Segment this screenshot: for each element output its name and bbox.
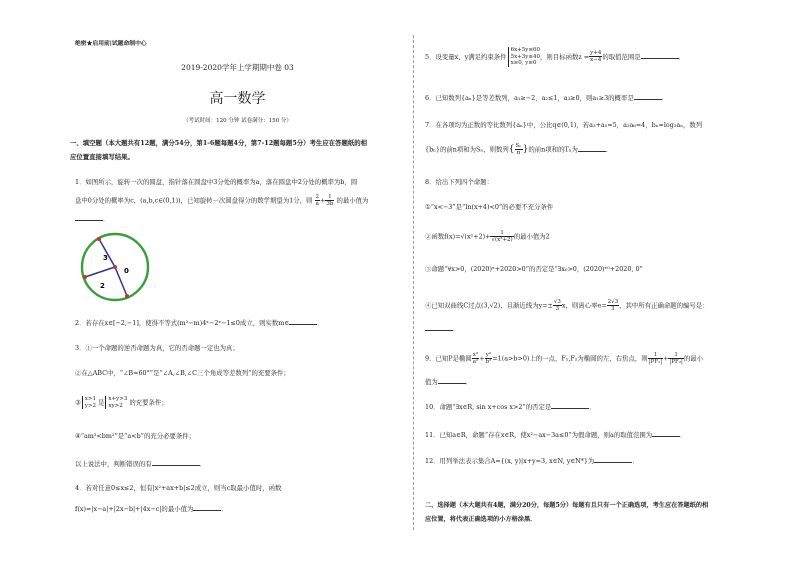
q3-ask <box>75 459 206 469</box>
q3-item3-num: ③ <box>75 398 81 407</box>
q8-item4-fraction-1 <box>553 299 562 312</box>
q8-item4-den2: 3 <box>611 306 615 312</box>
q9-line2 <box>425 377 472 387</box>
q3-item2: ②在△ABC中，“∠B=60°”是“∠A,∠B,∠C三个角成等差数列”的充要条件； <box>75 369 290 377</box>
q10-answer-blank <box>551 402 589 409</box>
section1-heading: 一、填空题（本大题共有12题，满分54分，第1-6题每题4分，第7-12题每题5分）考生应在答题纸的相 <box>70 139 368 147</box>
q3-system-2 <box>105 396 127 409</box>
q11-end: ． <box>680 431 687 439</box>
q8-answer-line <box>425 324 459 334</box>
q3-ask-text: 以上说法中，判断错误的有 <box>75 460 152 468</box>
q9-plus-2: + <box>663 354 669 363</box>
q4-end: ． <box>221 505 228 513</box>
needle-left <box>85 267 115 277</box>
q5-text-3: 的取值范围是 <box>602 52 641 61</box>
q8-item4 <box>425 299 709 312</box>
q1-text-end: 的最小值为 <box>336 196 369 205</box>
q1-line2 <box>75 194 368 207</box>
q7-fraction <box>515 143 523 156</box>
q9-frac-pf2 <box>668 352 683 365</box>
q8-item2-text: ②函数f(x)=√(x²+2)+ <box>425 232 491 241</box>
q8-end: ． <box>453 325 460 333</box>
q8-item4-den1: 3 <box>555 306 560 312</box>
q4-answer-blank <box>193 504 221 511</box>
q9-plus: + <box>479 354 485 363</box>
q9-frac4-den: |PF₂| <box>669 359 683 365</box>
q3-sys2: y>2 <box>84 402 96 409</box>
q4-line1: 4．若对任意0≤x≤2，恒有|x²+ax+b|≤2成立，则当c取最小值时，函数 <box>75 484 282 492</box>
q8-item2-fraction <box>490 230 513 243</box>
q9-end: ． <box>465 378 473 386</box>
q1-frac2-num: 1 <box>325 194 334 201</box>
q5-constraint-3: x≥0, y≥0 <box>510 60 537 66</box>
q3-item4: ④“am²<bm²”是“a<b”的充分必要条件； <box>75 432 196 440</box>
q7-brace-close: } <box>522 144 529 155</box>
q5-end: ． <box>678 52 686 61</box>
q3-sys4: xy>2 <box>108 402 123 409</box>
exam-info: （考试时间：120 分钟 试卷满分：150 分） <box>183 118 292 124</box>
q3-sys1: x>1 <box>84 396 96 402</box>
q5-text-2: ，则目标函数z = <box>540 52 590 61</box>
q3-answer-blank <box>152 459 200 466</box>
q9-frac-pf1 <box>648 352 663 365</box>
q7-line2 <box>425 143 612 156</box>
q4-line2 <box>75 504 228 514</box>
dot-bottom <box>125 294 129 298</box>
subject-title: 高一数学 <box>209 91 266 107</box>
q9-text-4: 值为 <box>425 378 438 386</box>
q9-frac2-num: y² <box>485 352 492 358</box>
q7-frac-num: Sₙ <box>515 143 522 149</box>
q5-line <box>425 47 685 67</box>
q2-text: 2．若存在x∈[−2,−1]，使得不等式(m²−m)4ˣ−2ˣ−1≤0成立，则实数m∈ <box>75 319 290 327</box>
q5-constraint-2: 5x+3y≤40 <box>510 53 541 60</box>
q9-frac4-num: 1 <box>668 352 683 359</box>
q9-text: 9．已知P是椭圆 <box>425 354 472 363</box>
q7-text-2: 的前n项和的Tₙ为 <box>528 145 578 154</box>
q7-answer-blank <box>578 145 606 152</box>
q12-answer-blank <box>594 456 632 463</box>
q1-line1: 1．如图所示，旋转一次的圆盘，指针落在圆盘中3分处的概率为a，落在圆盘中2分处的概率为b，圆 <box>75 178 358 186</box>
q8-item4-text-3: ，其中所有正确命题的编号是： <box>619 301 709 310</box>
disk-label-0: 0 <box>124 267 129 275</box>
q1-frac1-den: a <box>315 201 319 207</box>
section2-heading: 二、选择题（本大题共有4题，满分20分，每题5分）每题有且只有一个正确选项，考生应在答题纸的相 <box>425 502 709 509</box>
q7-frac-den: n <box>516 150 521 156</box>
q1-fraction-2 <box>325 194 334 207</box>
q1-answer-blank <box>75 214 103 221</box>
q1-end: ． <box>103 215 110 223</box>
q8-item2 <box>425 230 550 243</box>
q8-item4-num1: √3 <box>553 299 561 305</box>
q7-line1: 7．在各项均为正数的等比数列{aₙ}中，公比q∈(0,1)，若a₃+a₅=5，a₂a₆=4，bₙ=log₂aₙ，数列 <box>425 121 703 129</box>
needle-top <box>99 239 115 267</box>
q9-answer-blank <box>438 377 466 384</box>
disk-label-3: 3 <box>103 254 108 262</box>
section2-heading-cont: 应位置，将代表正确选项的小方格涂黑． <box>425 516 537 523</box>
q9-frac3-den: |PF₁| <box>648 359 663 365</box>
q3-system-1 <box>82 396 96 409</box>
q11-line <box>425 430 687 440</box>
q1-text: 盘中0分处的概率为c，(a,b,c∈(0,1))，已知旋转一次圆盘得分的数学期望为1分，则 <box>75 196 313 205</box>
q5-constraints <box>508 47 540 67</box>
q10-end: ． <box>589 403 596 411</box>
dot-center <box>113 265 117 269</box>
q9-frac1-den: a² <box>472 359 479 365</box>
q8-item4-text-2: x，则离心率e= <box>561 301 607 310</box>
q9-text-3: 的最小 <box>683 354 704 363</box>
q9-frac3-num: 1 <box>648 352 663 359</box>
q1-frac1-num: 2 <box>315 194 319 200</box>
q8-answer-blank <box>425 324 453 331</box>
q12-text: 12．用列举法表示集合A={(x, y)|x+y=3, x∈N, y∈N*}为 <box>425 457 595 465</box>
secret-label: 绝密★启用前|试题命制中心 <box>75 41 147 47</box>
q1-answer-line <box>75 214 109 224</box>
column-divider <box>413 35 414 530</box>
q8-intro: 8．给出下列四个命题： <box>425 178 493 186</box>
q5-fraction <box>589 50 602 63</box>
q5-answer-blank <box>641 52 679 59</box>
q5-frac-den: x−4 <box>590 57 602 64</box>
q3-end: ． <box>199 460 207 468</box>
q6-text: 6．已知数列{aₙ}是等差数列，a₁≥−2，a₂≤1，a₃≥0，则a₁≥3的概率是 <box>425 94 634 102</box>
q11-text: 11．已知a∈R，命题“存在x∈R，使x²−ax−3a≤0”为假命题，则a的取值范围为 <box>425 431 653 439</box>
q2-end: ． <box>317 319 324 327</box>
q7-end: ． <box>605 145 613 154</box>
q9-line1 <box>425 352 703 365</box>
q7-text: {bₙ}的前n项和为Sₙ，则数列 <box>425 145 509 154</box>
q2-line <box>75 318 323 328</box>
exam-title: 2019-2020学年上学期期中卷 03 <box>181 63 294 72</box>
q8-item4-fraction-2 <box>607 299 620 312</box>
q1-frac2-den: 3b <box>326 201 334 207</box>
dot-top <box>97 237 101 241</box>
q9-frac1-num: x² <box>472 352 479 358</box>
q5-text: 5．设变量x、y满足约束条件 <box>425 52 507 61</box>
q10-text: 10．命题“∃x∈R, sin x+cos x>2”的否定是 <box>425 403 552 411</box>
q3-sys3: x+y>3 <box>108 396 128 402</box>
q4-text: f(x)=|x−a|+|2x−b|+|4x−c|的最小值为 <box>75 505 194 513</box>
q6-line <box>425 93 668 103</box>
section1-heading-cont: 应位置直接填写结果。 <box>70 153 134 161</box>
dot-left <box>83 275 87 279</box>
q10-line <box>425 402 596 412</box>
q9-text-2: =1(a>b>0)上的一点，F₁,F₂为椭圆的左、右焦点，则 <box>492 354 648 363</box>
q8-item2-num: 1 <box>490 230 513 237</box>
q8-item1: ①“x<−3”是“ln(x+4)<0”的必要不充分条件 <box>425 203 554 211</box>
q8-item4-num2: 2√3 <box>607 299 619 305</box>
q6-end: ． <box>661 94 669 102</box>
q5-constraint-1: 6x+5y≤60 <box>510 47 541 53</box>
q5-frac-num: y+4 <box>590 50 602 57</box>
q3-item3 <box>75 396 168 409</box>
q8-item2-end: 的最小值为2 <box>513 232 550 241</box>
q12-end: ． <box>632 457 639 465</box>
q3-item3-mid: 是 <box>98 398 105 407</box>
q8-item2-den: √(x²+2) <box>491 237 513 243</box>
q3-item3-end: 的充要条件； <box>129 398 168 407</box>
q12-line <box>425 456 639 466</box>
q2-answer-blank <box>289 318 317 325</box>
q1-plus: + <box>320 196 326 205</box>
disk-label-2: 2 <box>100 282 105 290</box>
q8-item4-text: ④已知双曲线C过点(3,√2)，且渐近线为y=± <box>425 301 553 310</box>
q3-intro: 3．①一个命题的逆否命题为真，它的否命题一定也为真； <box>75 344 239 352</box>
q6-answer-blank <box>634 93 662 100</box>
q11-answer-blank <box>652 430 680 437</box>
q7-brace-open: { <box>508 144 515 155</box>
q8-item3: ③命题“∀x>0，(2020)ˣ+2020>0”的否定是“∃x₀>0，(2020)ˣ⁰+2020, 0” <box>425 265 643 273</box>
spinner-disk-figure <box>78 230 156 304</box>
q9-frac2-den: b² <box>485 359 492 365</box>
